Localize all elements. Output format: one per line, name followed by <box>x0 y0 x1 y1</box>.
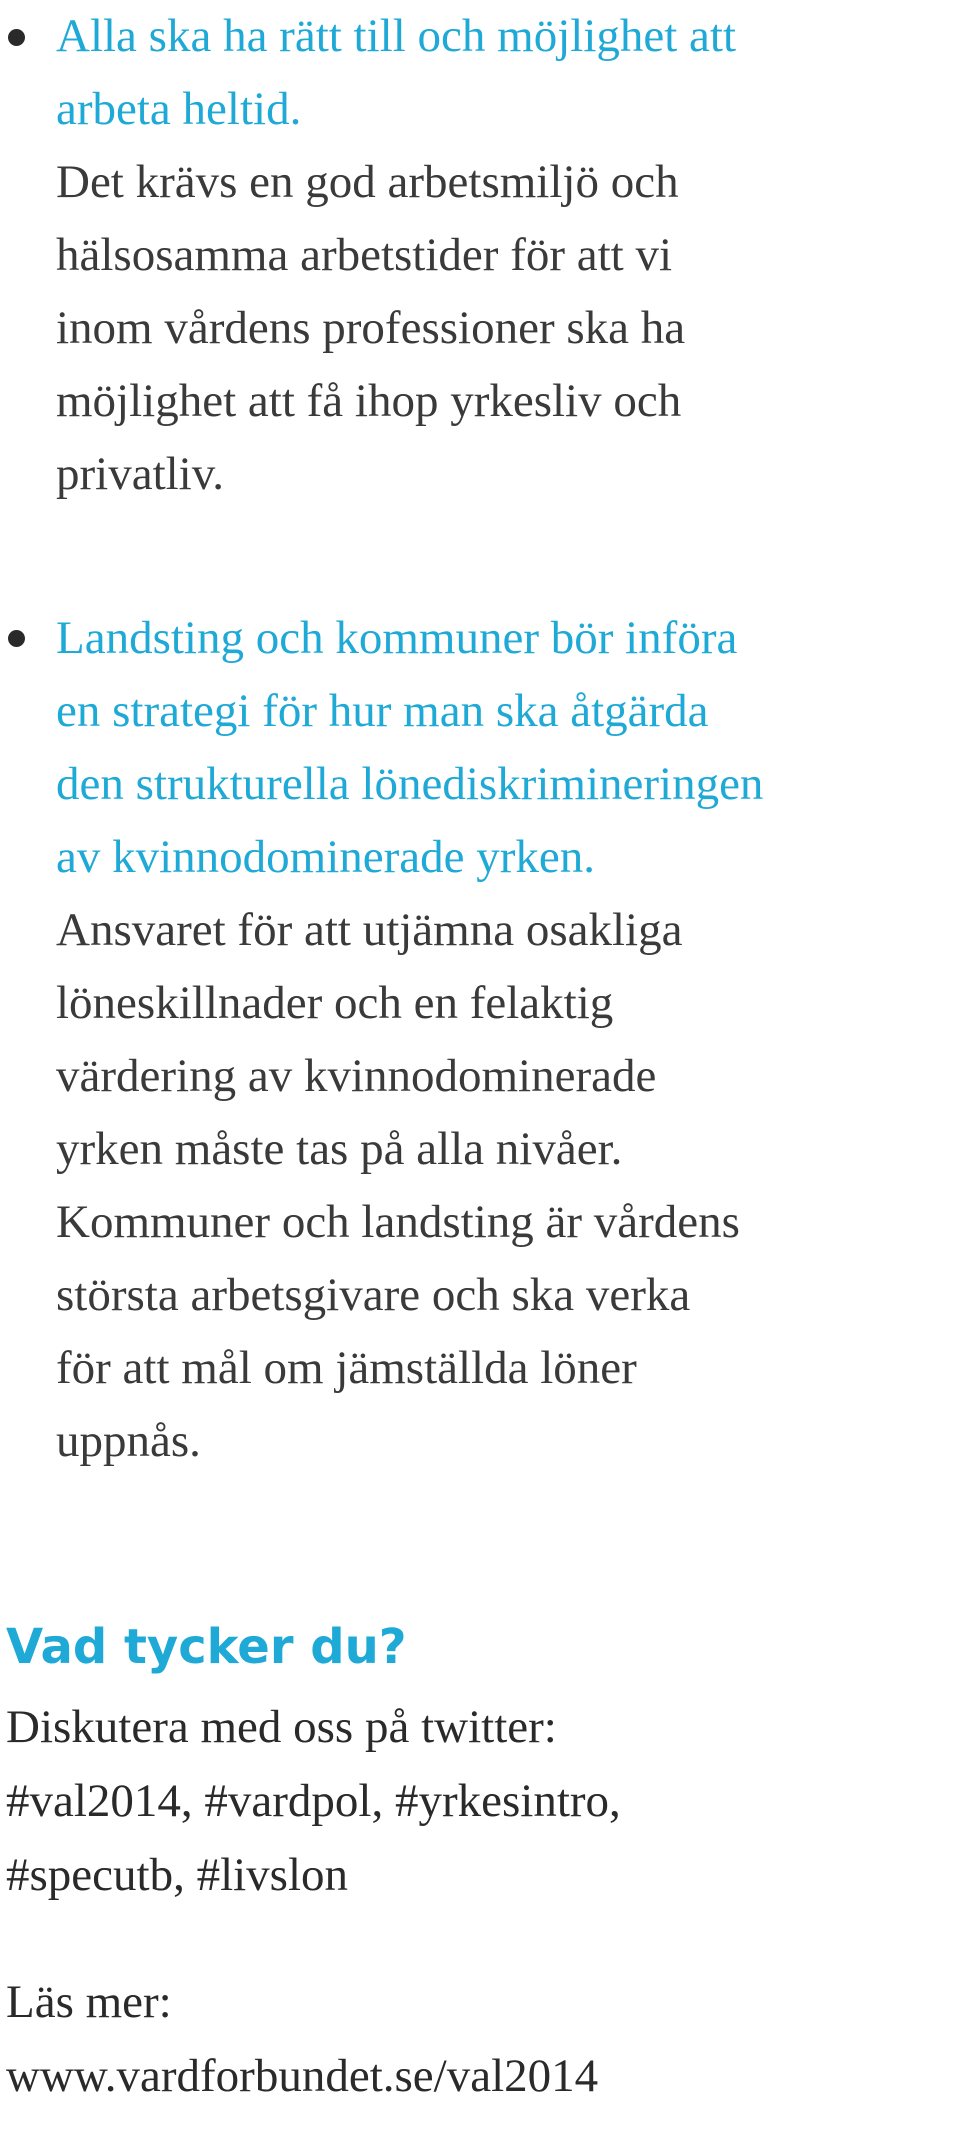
bullet-icon <box>8 630 25 647</box>
body-line: uppnås. <box>56 1415 201 1467</box>
bullet-text <box>56 0 956 511</box>
body-line: Det krävs en god arbetsmiljö och <box>56 156 679 208</box>
section-heading: Vad tycker du? <box>6 1618 407 1675</box>
body-line: Kommuner och landsting är vårdens <box>56 1196 740 1248</box>
highlight-line: arbeta heltid. <box>56 83 302 135</box>
highlight-line: Landsting och kommuner bör införa <box>56 612 738 664</box>
body-line: möjlighet att få ihop yrkesliv och <box>56 375 682 427</box>
body-line: största arbetsgivare och ska verka <box>56 1269 691 1321</box>
hashtag-line: #val2014, #vardpol, #yrkesintro, <box>6 1775 621 1827</box>
discuss-line: Diskutera med oss på twitter: <box>6 1701 557 1753</box>
highlight-line: av kvinnodominerade yrken. <box>56 831 596 883</box>
body-line: värdering av kvinnodominerade <box>56 1050 657 1102</box>
highlight-line: den strukturella lönediskrimineringen <box>56 758 764 810</box>
body-line: hälsosamma arbetstider för att vi <box>56 229 673 281</box>
discuss-paragraph <box>6 1690 956 1912</box>
hashtag-line: #specutb, #livslon <box>6 1849 349 1901</box>
body-line: privatliv. <box>56 448 224 500</box>
bullet-icon <box>8 29 25 46</box>
body-line: Ansvaret för att utjämna osakliga <box>56 904 683 956</box>
highlight-line: Alla ska ha rätt till och möjlighet att <box>56 10 737 62</box>
body-line: inom vårdens professioner ska ha <box>56 302 686 354</box>
read-more-label: Läs mer: <box>6 1976 172 2028</box>
read-more-paragraph <box>6 1965 956 2113</box>
body-line: för att mål om jämställda löner <box>56 1342 637 1394</box>
body-line: löneskillnader och en felaktig <box>56 977 614 1029</box>
highlight-line: en strategi för hur man ska åtgärda <box>56 685 709 737</box>
body-line: yrken måste tas på alla nivåer. <box>56 1123 623 1175</box>
bullet-text <box>56 602 956 1478</box>
website-url: www.vardforbundet.se/val2014 <box>6 2050 599 2102</box>
